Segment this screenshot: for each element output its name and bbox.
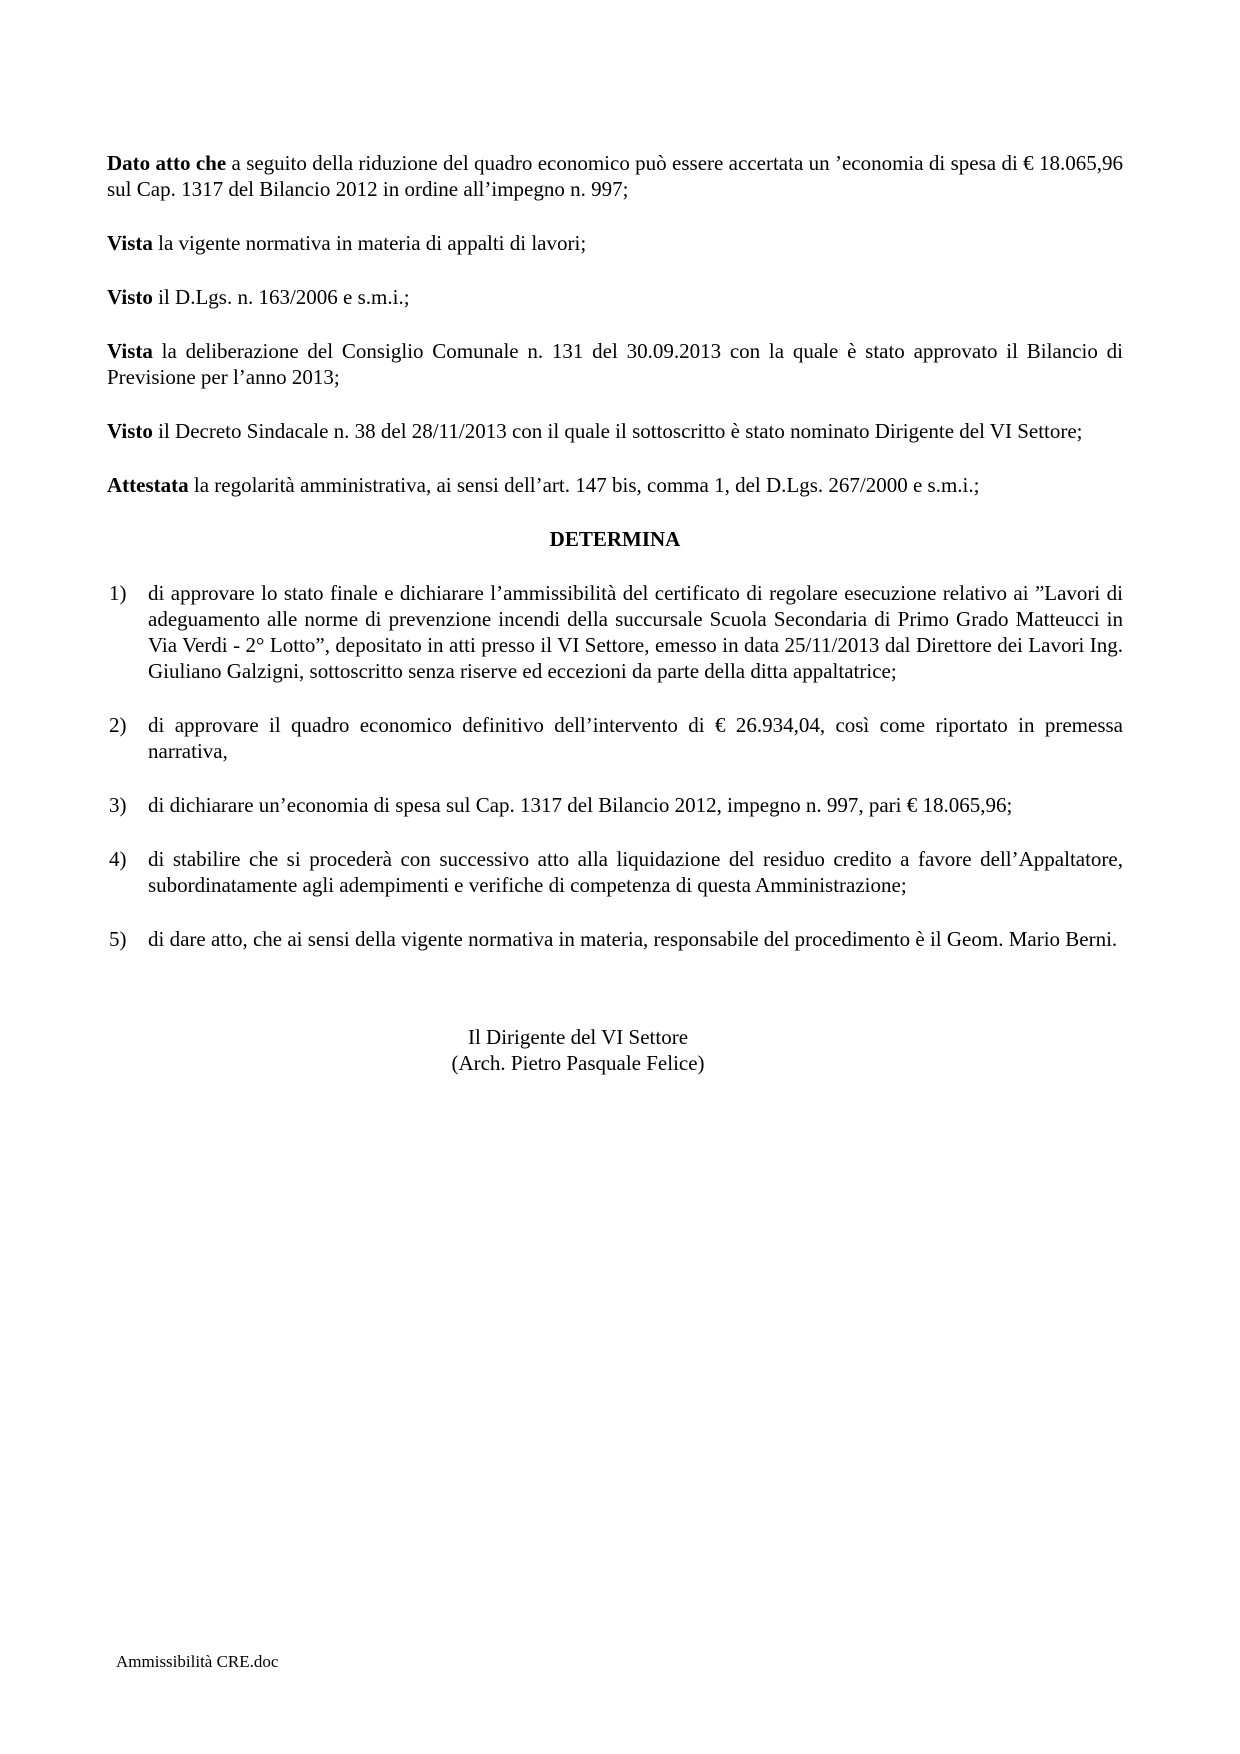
- determina-list: [107, 580, 1123, 952]
- paragraph-lead: Visto: [107, 285, 153, 309]
- paragraph-text: il Decreto Sindacale n. 38 del 28/11/2013 con il quale il sottoscritto è stato nominato Dirigente del VI Settore;: [152, 419, 1083, 443]
- paragraph-vista-normativa: [107, 230, 1123, 256]
- paragraph-visto-decreto: [107, 418, 1123, 444]
- paragraph-visto-dlgs: [107, 284, 1123, 310]
- paragraph-text: la vigente normativa in materia di appalti di lavori;: [152, 231, 587, 255]
- list-item-number: 2): [109, 713, 127, 737]
- paragraph-lead: Vista: [107, 231, 153, 255]
- list-item-text: di dare atto, che ai sensi della vigente normativa in materia, responsabile del procedimento è il Geom. Mario Berni.: [148, 927, 1118, 951]
- list-item-number: 1): [109, 581, 127, 605]
- paragraph-text: il D.Lgs. n. 163/2006 e s.m.i.;: [152, 285, 410, 309]
- paragraph-lead: Visto: [107, 419, 153, 443]
- document-body: [107, 150, 1123, 1076]
- list-item-number: 4): [109, 847, 127, 871]
- paragraph-vista-deliberazione: [107, 338, 1123, 390]
- signature-block: [70, 1024, 1086, 1076]
- paragraph-text: a seguito della riduzione del quadro economico può essere accertata un ’economia di spesa di € 18.065,96 sul Cap. 1317 del Bilancio 2012 in ordine all’impegno n. 997;: [107, 151, 1123, 201]
- signature-name: (Arch. Pietro Pasquale Felice): [451, 1051, 705, 1075]
- list-item-3: [107, 792, 1123, 818]
- list-item-text: di dichiarare un’economia di spesa sul Cap. 1317 del Bilancio 2012, impegno n. 997, pari € 18.065,96;: [148, 793, 1013, 817]
- list-item-text: di approvare il quadro economico definitivo dell’intervento di € 26.934,04, così come riportato in premessa narrativa,: [148, 713, 1123, 763]
- list-item-2: [107, 712, 1123, 764]
- paragraph-lead: Dato atto che: [107, 151, 227, 175]
- list-item-number: 3): [109, 793, 127, 817]
- paragraph-dato-atto: [107, 150, 1123, 202]
- list-item-5: [107, 926, 1123, 952]
- list-item-text: di stabilire che si procederà con successivo atto alla liquidazione del residuo credito a favore dell’Appaltatore, subordinatamente agli adempimenti e verifiche di competenza di questa Amministrazione;: [148, 847, 1123, 897]
- paragraph-text: la deliberazione del Consiglio Comunale n. 131 del 30.09.2013 con la quale è stato approvato il Bilancio di Previsione per l’anno 2013;: [107, 339, 1123, 389]
- list-item-4: [107, 846, 1123, 898]
- paragraph-text: la regolarità amministrativa, ai sensi dell’art. 147 bis, comma 1, del D.Lgs. 267/2000 e s.m.i.;: [188, 473, 980, 497]
- paragraph-lead: Attestata: [107, 473, 189, 497]
- list-item-1: [107, 580, 1123, 684]
- determina-heading: DETERMINA: [549, 527, 681, 551]
- paragraph-lead: Vista: [107, 339, 153, 363]
- signature-role: Il Dirigente del VI Settore: [467, 1025, 689, 1049]
- paragraph-attestata: [107, 472, 1123, 498]
- footer-filename: Ammissibilità CRE.doc: [116, 1652, 279, 1671]
- list-item-text: di approvare lo stato finale e dichiarare l’ammissibilità del certificato di regolare esecuzione relativo ai ”Lavori di adeguamento alle norme di prevenzione incendi della succursale Scuola Secondaria di Primo Grado Matteucci in Via Verdi - 2° Lotto”, depositato in atti presso il VI Settore, emesso in data 25/11/2013 dal Direttore dei Lavori Ing. Giuliano Galzigni, sottoscritto senza riserve ed eccezioni da parte della ditta appaltatrice;: [148, 581, 1123, 683]
- list-item-number: 5): [109, 927, 127, 951]
